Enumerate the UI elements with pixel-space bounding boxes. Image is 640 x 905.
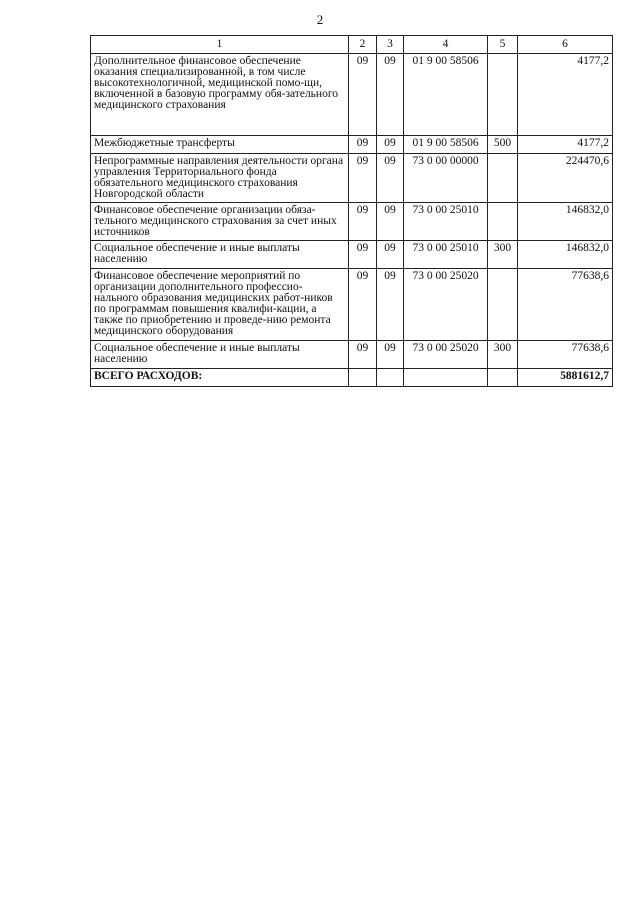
- row-subsection: 09: [377, 341, 404, 369]
- row-name: Непрограммные направления деятельности органа управления Территориального фонда обязательного медицинского страхования Новгородской области: [91, 154, 349, 203]
- row-sum: 77638,6: [518, 341, 613, 369]
- total-empty-cell: [488, 369, 518, 387]
- row-name: Межбюджетные трансферты: [91, 136, 349, 154]
- total-sum: 5881612,7: [518, 369, 613, 387]
- header-col-4: 4: [404, 36, 488, 54]
- row-subsection: 09: [377, 241, 404, 269]
- table-row: [91, 341, 613, 369]
- row-expense-type: [488, 154, 518, 203]
- row-target-article: 01 9 00 58506: [404, 136, 488, 154]
- row-expense-type: 300: [488, 341, 518, 369]
- header-col-3: 3: [377, 36, 404, 54]
- row-sum: 146832,0: [518, 203, 613, 241]
- row-name: Финансовое обеспечение мероприятий по организации дополнительного профессио-нального образования медицинских работ-ников по программам повышения квалифи-кации, а также по приобретению и проведе-нию ремонта медицинского оборудования: [91, 269, 349, 341]
- row-sum: 146832,0: [518, 241, 613, 269]
- header-col-5: 5: [488, 36, 518, 54]
- budget-table: [90, 35, 613, 387]
- table-row: [91, 136, 613, 154]
- row-sum: 4177,2: [518, 136, 613, 154]
- row-name: Дополнительное финансовое обеспечение оказания специализированной, в том числе высокотехнологичной, медицинской помо-щи, включенной в базовую программу обя-зательного медицинского страхования: [91, 54, 349, 136]
- row-subsection: 09: [377, 154, 404, 203]
- row-section: 09: [349, 136, 377, 154]
- table-row: [91, 54, 613, 136]
- total-label: ВСЕГО РАСХОДОВ:: [91, 369, 349, 387]
- row-name: Социальное обеспечение и иные выплаты населению: [91, 341, 349, 369]
- row-section: 09: [349, 269, 377, 341]
- table-row: [91, 203, 613, 241]
- row-subsection: 09: [377, 269, 404, 341]
- row-expense-type: 500: [488, 136, 518, 154]
- row-name: Финансовое обеспечение организации обяза-тельного медицинского страхования за счет иных источников: [91, 203, 349, 241]
- row-target-article: 73 0 00 25020: [404, 269, 488, 341]
- table-row: [91, 269, 613, 341]
- row-expense-type: [488, 269, 518, 341]
- row-expense-type: [488, 54, 518, 136]
- row-section: 09: [349, 341, 377, 369]
- table-row: [91, 154, 613, 203]
- total-empty-cell: [404, 369, 488, 387]
- row-target-article: 01 9 00 58506: [404, 54, 488, 136]
- table-header-row: [91, 36, 613, 54]
- row-section: 09: [349, 154, 377, 203]
- row-subsection: 09: [377, 54, 404, 136]
- header-col-1: 1: [91, 36, 349, 54]
- row-expense-type: [488, 203, 518, 241]
- row-target-article: 73 0 00 25020: [404, 341, 488, 369]
- total-empty-cell: [377, 369, 404, 387]
- row-sum: 4177,2: [518, 54, 613, 136]
- table-row: [91, 241, 613, 269]
- row-subsection: 09: [377, 203, 404, 241]
- total-row: [91, 369, 613, 387]
- row-sum: 224470,6: [518, 154, 613, 203]
- row-subsection: 09: [377, 136, 404, 154]
- header-col-6: 6: [518, 36, 613, 54]
- row-section: 09: [349, 203, 377, 241]
- row-target-article: 73 0 00 25010: [404, 203, 488, 241]
- header-col-2: 2: [349, 36, 377, 54]
- total-empty-cell: [349, 369, 377, 387]
- row-target-article: 73 0 00 00000: [404, 154, 488, 203]
- row-section: 09: [349, 241, 377, 269]
- row-target-article: 73 0 00 25010: [404, 241, 488, 269]
- page-number: 2: [316, 12, 324, 27]
- row-section: 09: [349, 54, 377, 136]
- row-expense-type: 300: [488, 241, 518, 269]
- row-name: Социальное обеспечение и иные выплаты населению: [91, 241, 349, 269]
- row-sum: 77638,6: [518, 269, 613, 341]
